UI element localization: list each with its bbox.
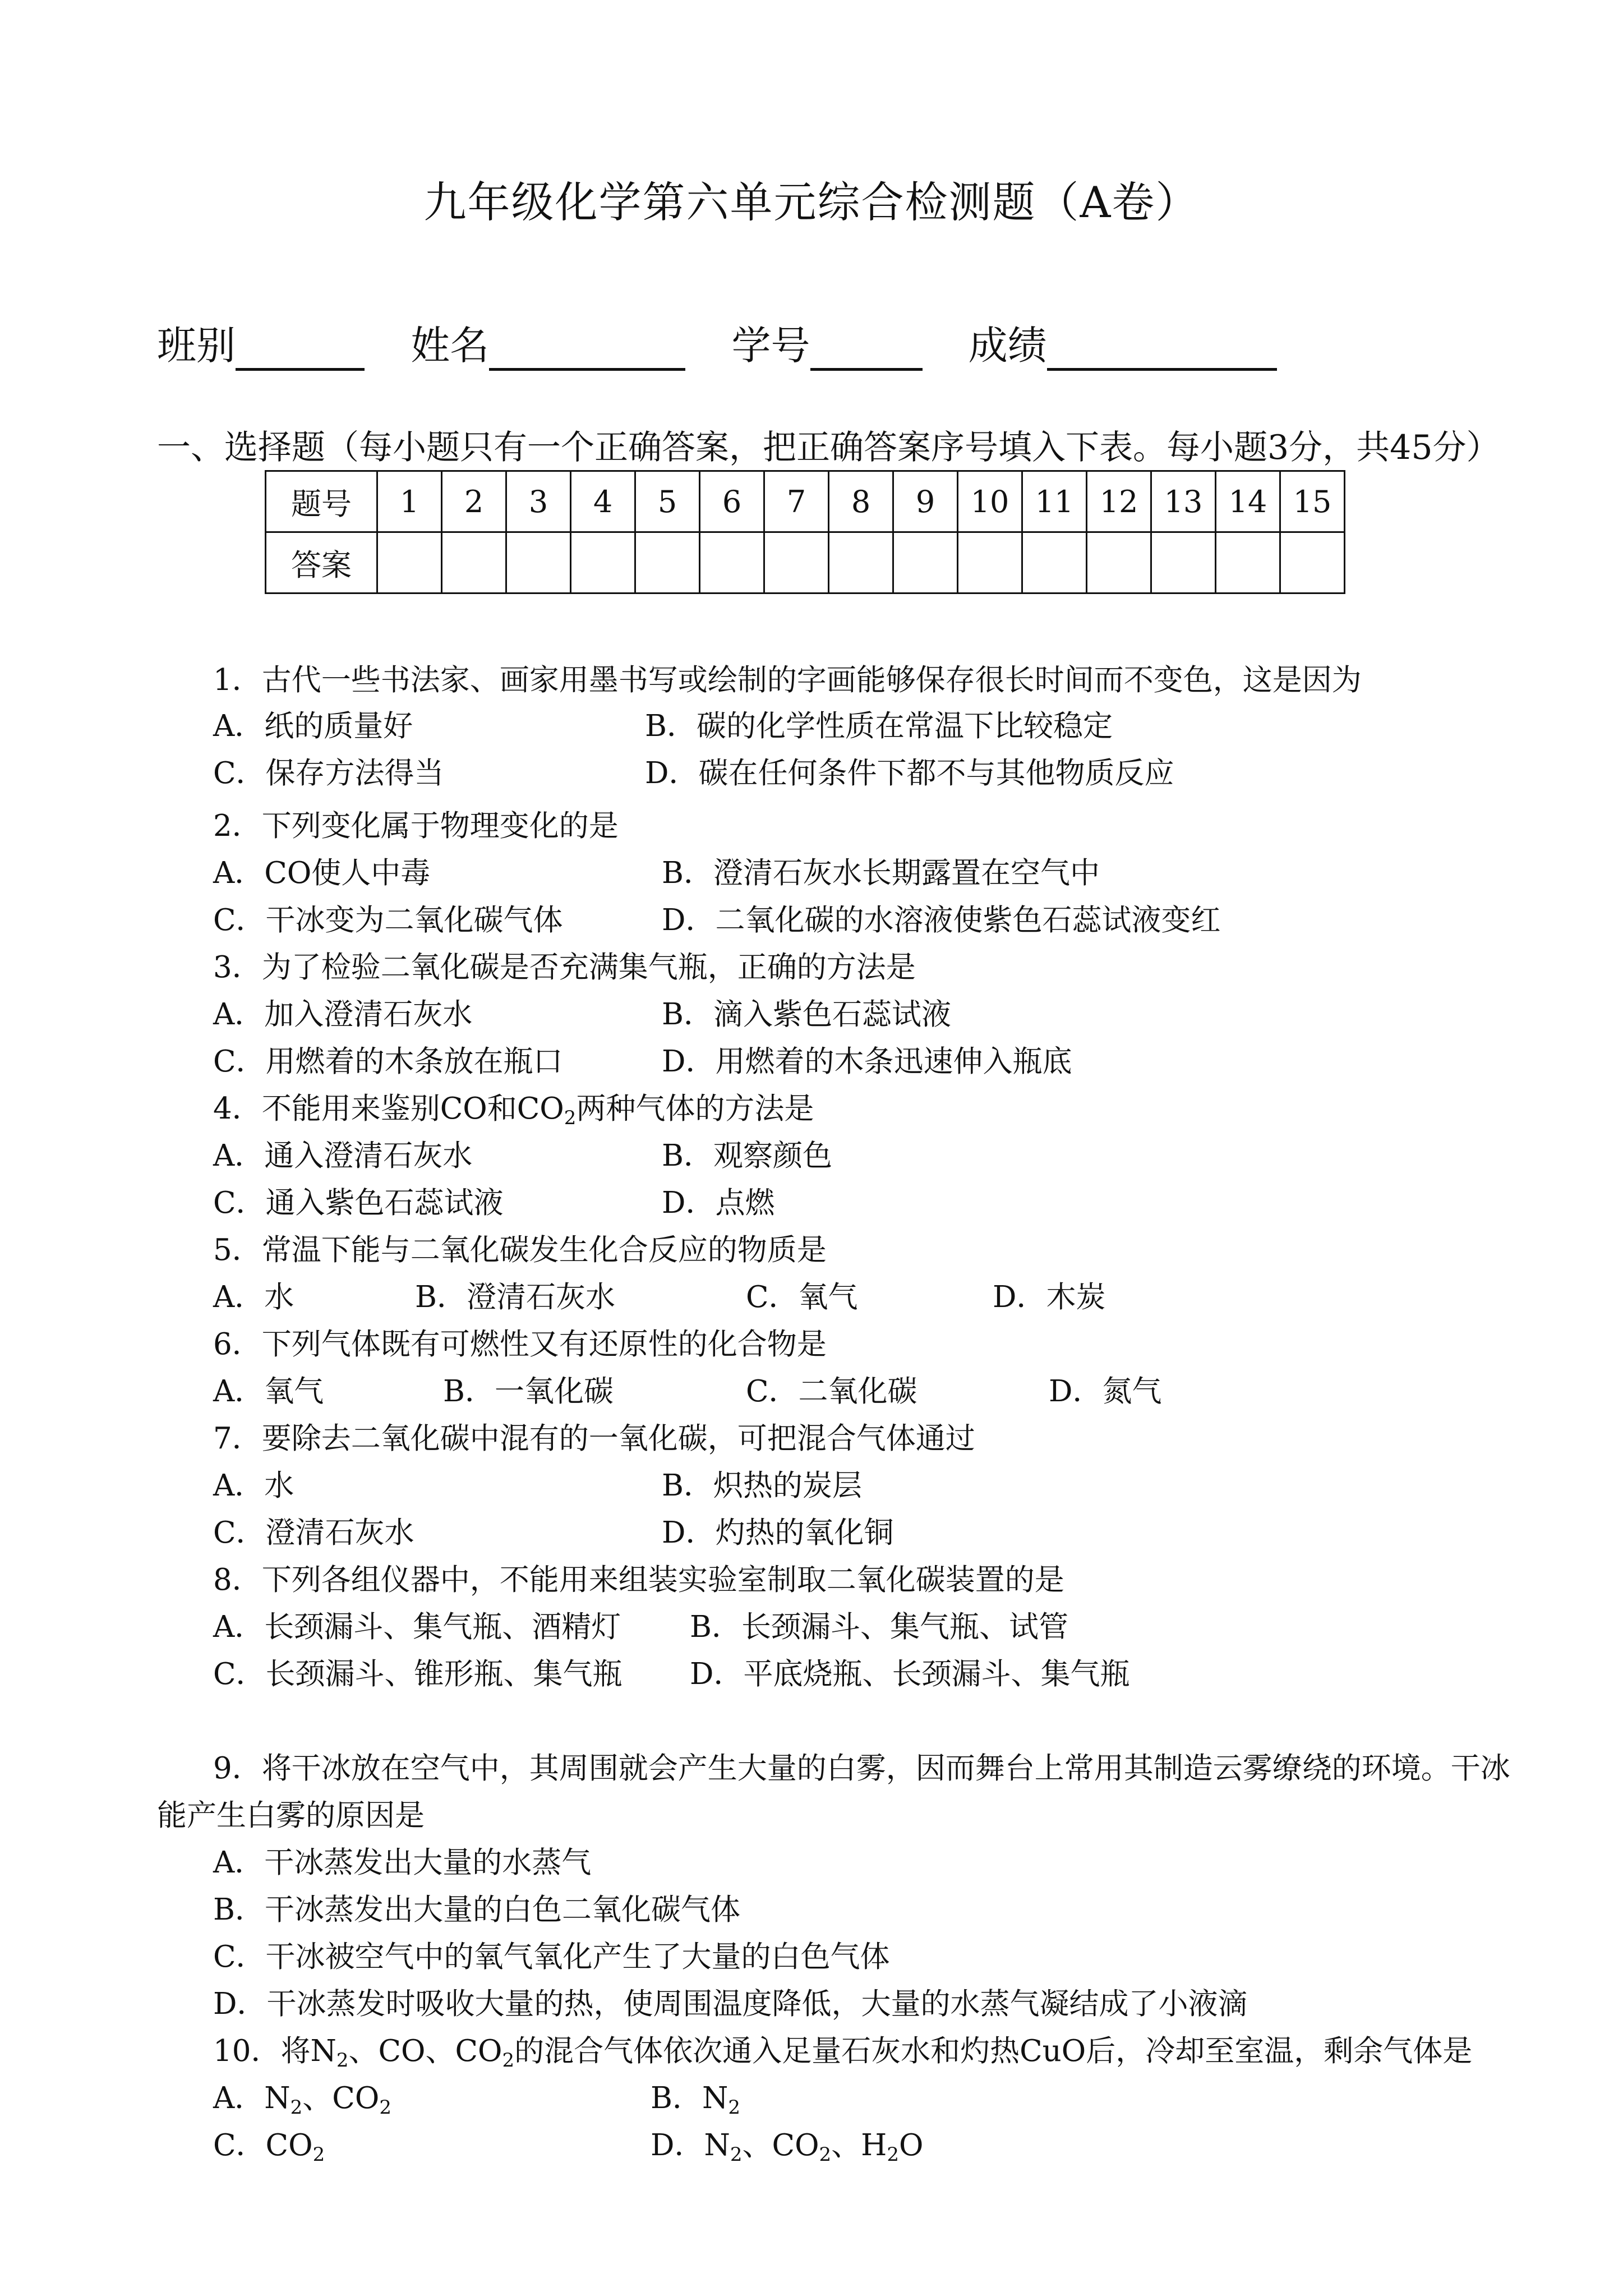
answer-cell[interactable]: [571, 532, 635, 593]
answer-cell[interactable]: [1022, 532, 1087, 593]
table-cell-number: 15: [1280, 471, 1345, 532]
answer-cell[interactable]: [893, 532, 958, 593]
table-cell-number: 1: [377, 471, 442, 532]
question-10-stem-text: 、CO、CO: [348, 2034, 502, 2068]
question-7-option-d: D．灼热的氧化铜: [662, 1516, 894, 1550]
question-1-stem: 1．古代一些书法家、画家用墨书写或绘制的字画能够保存很长时间而不变色，这是因为: [213, 663, 1362, 697]
subscript: 2: [887, 2143, 900, 2166]
question-10-option-c: [213, 2122, 325, 2164]
question-7-stem: 7．要除去二氧化碳中混有的一氧化碳，可把混合气体通过: [213, 1421, 975, 1456]
option-text: D．N: [651, 2128, 730, 2162]
question-4-stem: [213, 1085, 814, 1128]
question-10-stem-text: 10．将N: [213, 2034, 336, 2068]
table-cell-number: 6: [700, 471, 764, 532]
subscript: 2: [312, 2143, 325, 2166]
student-info-row: [157, 314, 1277, 371]
question-3-option-b: B．滴入紫色石蕊试液: [662, 997, 951, 1032]
question-2-option-d: D．二氧化碳的水溶液使紫色石蕊试液变红: [662, 903, 1221, 937]
question-6-option-b: B．一氧化碳: [443, 1374, 614, 1409]
option-text: B．N: [651, 2081, 728, 2115]
question-3-option-c: C．用燃着的木条放在瓶口: [213, 1045, 563, 1079]
question-2-option-a: A．CO使人中毒: [213, 856, 431, 890]
class-label: 班别: [157, 323, 236, 369]
question-8-option-b: B．长颈漏斗、集气瓶、试管: [690, 1610, 1068, 1644]
table-cell-number: 4: [571, 471, 635, 532]
question-5-option-d: D．木炭: [993, 1280, 1106, 1314]
table-cell-number: 9: [893, 471, 958, 532]
question-4-option-b: B．观察颜色: [662, 1139, 832, 1173]
question-6-option-c: C．二氧化碳: [746, 1374, 917, 1409]
subscript: 2: [336, 2049, 349, 2072]
table-cell-number: 7: [764, 471, 829, 532]
option-text: O: [899, 2128, 924, 2162]
question-8-stem: 8．下列各组仪器中，不能用来组装实验室制取二氧化碳装置的是: [213, 1563, 1064, 1597]
question-5-option-c: C．氧气: [746, 1280, 858, 1314]
subscript: 2: [290, 2096, 303, 2119]
question-2-option-b: B．澄清石灰水长期露置在空气中: [662, 856, 1100, 890]
question-9-stem-line1: 9．将干冰放在空气中，其周围就会产生大量的白雾，因而舞台上常用其制造云雾缭绕的环境。干冰: [213, 1751, 1510, 1786]
question-3-stem: 3．为了检验二氧化碳是否充满集气瓶，正确的方法是: [213, 950, 916, 984]
question-10-option-b: [651, 2074, 740, 2117]
subscript: 2: [379, 2096, 391, 2119]
question-9-option-a: A．干冰蒸发出大量的水蒸气: [213, 1846, 592, 1880]
answer-cell[interactable]: [958, 532, 1022, 593]
question-4-stem-text: 两种气体的方法是: [576, 1092, 814, 1126]
table-cell-number: 11: [1022, 471, 1087, 532]
question-2-option-c: C．干冰变为二氧化碳气体: [213, 903, 563, 937]
answer-cell[interactable]: [1216, 532, 1280, 593]
question-10-stem-text: 的混合气体依次通入足量石灰水和灼热CuO后，冷却至室温，剩余气体是: [514, 2034, 1473, 2068]
subscript: 2: [564, 1107, 577, 1129]
answer-cell[interactable]: [829, 532, 893, 593]
table-cell-number: 10: [958, 471, 1022, 532]
answer-cell[interactable]: [764, 532, 829, 593]
table-cell-number: 14: [1216, 471, 1280, 532]
question-6-option-d: D．氮气: [1049, 1374, 1162, 1409]
question-10-option-d: [651, 2122, 924, 2164]
question-10-option-a: [213, 2074, 391, 2117]
student-id-label: 学号: [731, 323, 810, 369]
question-6-stem: 6．下列气体既有可燃性又有还原性的化合物是: [213, 1327, 827, 1361]
option-text: C．CO: [213, 2128, 313, 2162]
question-4-option-d: D．点燃: [662, 1186, 775, 1220]
answer-table: [265, 470, 1345, 594]
question-4-option-c: C．通入紫色石蕊试液: [213, 1186, 504, 1220]
question-5-stem: 5．常温下能与二氧化碳发生化合反应的物质是: [213, 1233, 827, 1267]
question-8-option-c: C．长颈漏斗、锥形瓶、集气瓶: [213, 1657, 623, 1691]
answer-cell[interactable]: [442, 532, 506, 593]
question-7-option-c: C．澄清石灰水: [213, 1516, 414, 1550]
question-9-option-d: D．干冰蒸发时吸收大量的热，使周围温度降低，大量的水蒸气凝结成了小液滴: [213, 1987, 1248, 2021]
question-1-option-b: B．碳的化学性质在常温下比较稳定: [645, 709, 1113, 743]
question-9-option-b: B．干冰蒸发出大量的白色二氧化碳气体: [213, 1893, 740, 1927]
option-text: 、H: [831, 2128, 887, 2162]
subscript: 2: [728, 2096, 740, 2119]
answer-cell[interactable]: [1151, 532, 1216, 593]
table-cell-number: 13: [1151, 471, 1216, 532]
question-5-option-b: B．澄清石灰水: [415, 1280, 615, 1314]
table-cell-number: 3: [506, 471, 571, 532]
answer-cell[interactable]: [1087, 532, 1151, 593]
name-field[interactable]: [489, 333, 685, 371]
score-label: 成绩: [968, 323, 1047, 369]
question-10-stem: [213, 2027, 1472, 2070]
question-1-option-c: C．保存方法得当: [213, 756, 444, 790]
table-cell-number: 2: [442, 471, 506, 532]
row-header-number: 题号: [266, 471, 377, 532]
page-title: 九年级化学第六单元综合检测题（A卷）: [423, 177, 1200, 227]
table-cell-number: 8: [829, 471, 893, 532]
row-header-answer: 答案: [266, 532, 377, 593]
option-text: 、CO: [742, 2128, 819, 2162]
question-7-option-b: B．炽热的炭层: [662, 1469, 862, 1503]
question-6-option-a: A．氧气: [213, 1374, 324, 1409]
question-9-stem-line2: 能产生白雾的原因是: [157, 1798, 425, 1833]
answer-cell[interactable]: [700, 532, 764, 593]
question-7-option-a: A．水: [213, 1469, 294, 1503]
question-5-option-a: A．水: [213, 1280, 294, 1314]
question-3-option-a: A．加入澄清石灰水: [213, 997, 473, 1032]
table-cell-number: 5: [635, 471, 700, 532]
question-1-option-d: D．碳在任何条件下都不与其他物质反应: [645, 756, 1174, 790]
question-9-option-c: C．干冰被空气中的氧气氧化产生了大量的白色气体: [213, 1940, 890, 1974]
question-3-option-d: D．用燃着的木条迅速伸入瓶底: [662, 1045, 1072, 1079]
question-4-stem-text: 4．不能用来鉴别CO和CO: [213, 1092, 564, 1126]
table-row-answers: [266, 532, 1345, 593]
student-id-field[interactable]: [810, 333, 923, 371]
table-row-numbers: [266, 471, 1345, 532]
question-8-option-d: D．平底烧瓶、长颈漏斗、集气瓶: [690, 1657, 1130, 1691]
section-heading: 一、选择题（每小题只有一个正确答案，把正确答案序号填入下表。每小题3分，共45分）: [157, 428, 1500, 467]
name-label: 姓名: [411, 323, 490, 369]
table-cell-number: 12: [1087, 471, 1151, 532]
subscript: 2: [819, 2143, 832, 2166]
option-text: A．N: [213, 2081, 291, 2115]
score-field[interactable]: [1047, 333, 1277, 371]
question-1-option-a: A．纸的质量好: [213, 709, 413, 743]
question-4-option-a: A．通入澄清石灰水: [213, 1139, 473, 1173]
answer-cell[interactable]: [1280, 532, 1345, 593]
class-field[interactable]: [236, 333, 365, 371]
answer-cell[interactable]: [635, 532, 700, 593]
answer-cell[interactable]: [506, 532, 571, 593]
option-text: 、CO: [302, 2081, 380, 2115]
subscript: 2: [502, 2049, 515, 2072]
subscript: 2: [730, 2143, 743, 2166]
question-8-option-a: A．长颈漏斗、集气瓶、酒精灯: [213, 1610, 621, 1644]
answer-cell[interactable]: [377, 532, 442, 593]
question-2-stem: 2．下列变化属于物理变化的是: [213, 809, 619, 843]
